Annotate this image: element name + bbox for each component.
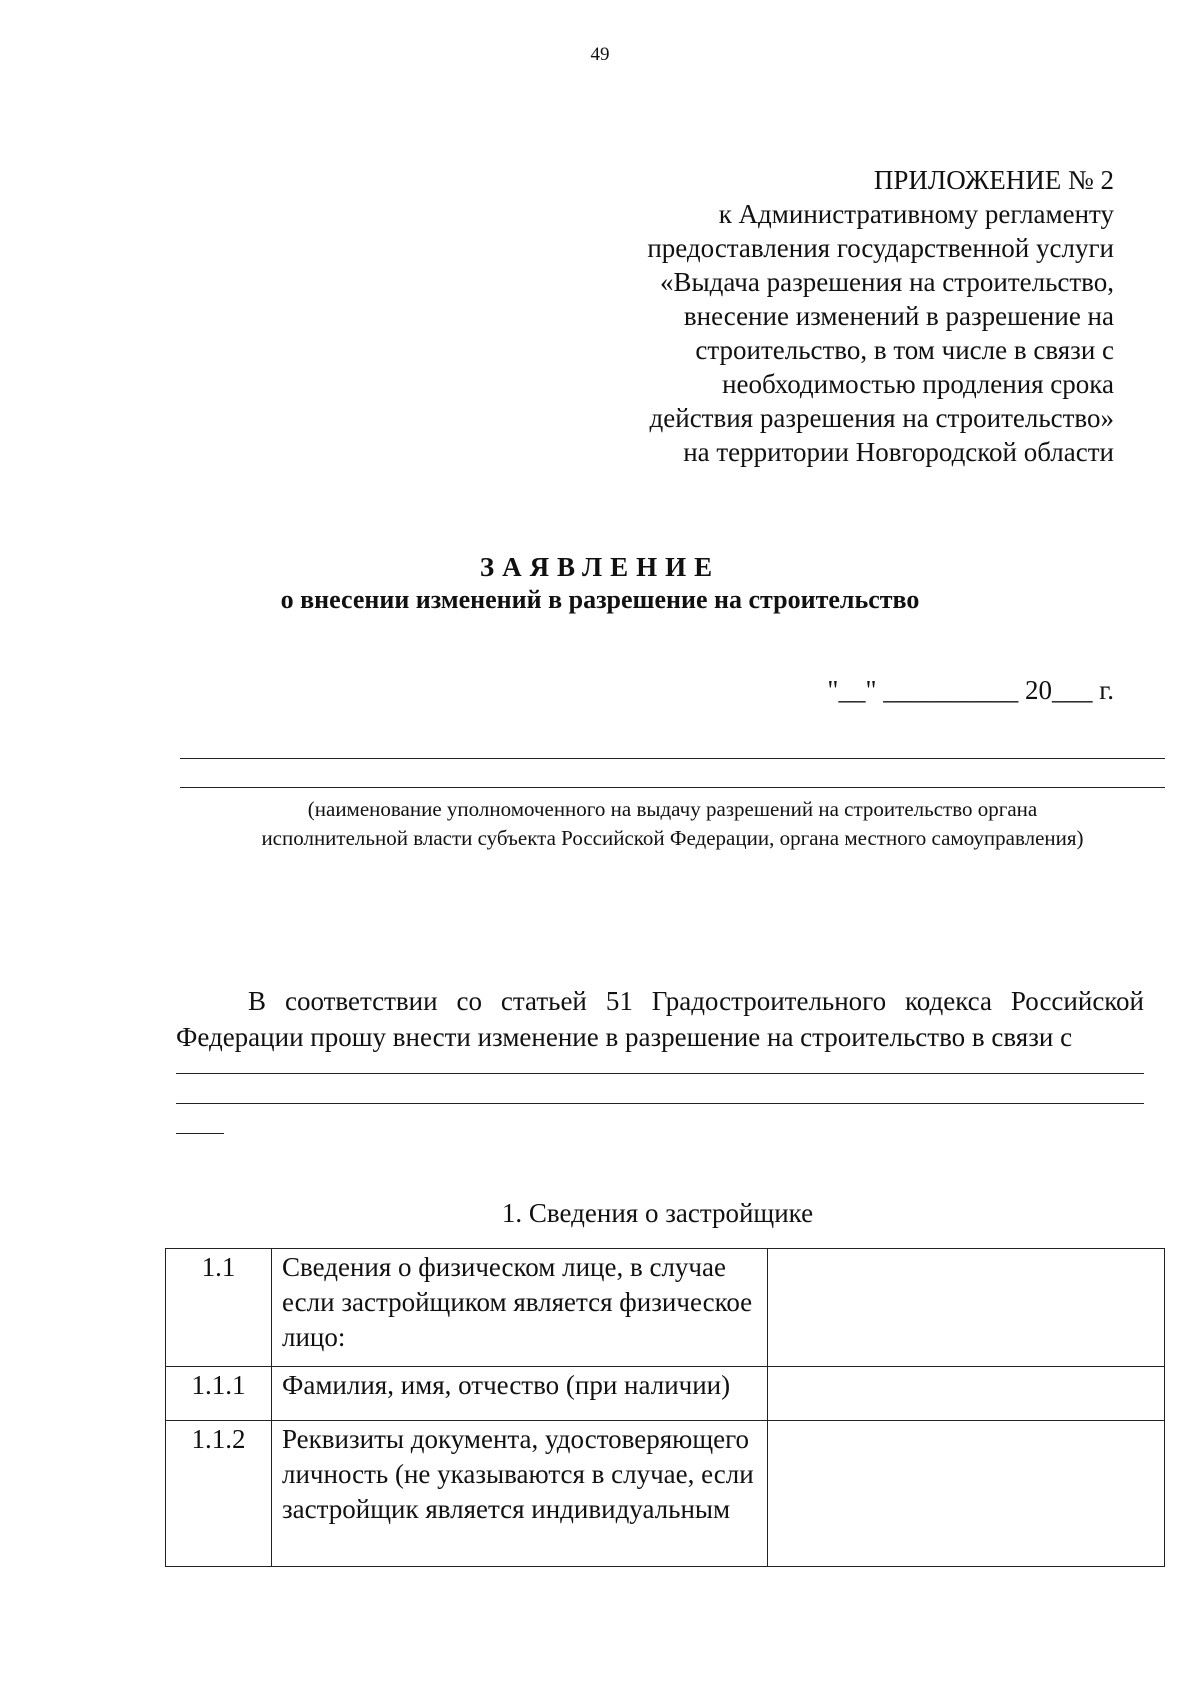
appendix-line: внесение изменений в разрешение на [683, 301, 1114, 331]
applicant-table [165, 1248, 1165, 1567]
row-label: Фамилия, имя, отчество (при наличии) [272, 1367, 768, 1421]
row-number: 1.1.1 [166, 1367, 272, 1421]
reason-line[interactable] [176, 1133, 224, 1134]
row-value-cell[interactable] [768, 1249, 1165, 1367]
row-label: Сведения о физическом лице, в случае если застройщиком является физическое лицо: [272, 1249, 768, 1367]
appendix-line: предоставления государственной услуги [647, 233, 1114, 263]
appendix-line: строительство, в том числе в связи с [695, 335, 1114, 365]
table-row [166, 1421, 1165, 1567]
row-number: 1.1 [166, 1249, 272, 1367]
row-value-cell[interactable] [768, 1421, 1165, 1567]
appendix-title: ПРИЛОЖЕНИЕ № 2 [873, 165, 1114, 195]
document-subtitle: о внесении изменений в разрешение на строительство [280, 585, 920, 614]
reason-line[interactable] [176, 1073, 1144, 1074]
table-row [166, 1367, 1165, 1421]
authority-name-line[interactable] [180, 787, 1165, 788]
authority-caption [180, 795, 1165, 853]
authority-name-line[interactable] [180, 758, 1165, 759]
appendix-line: к Административному регламенту [718, 199, 1114, 229]
date-field[interactable]: "__" __________ 20___ г. [827, 675, 1114, 705]
appendix-line: «Выдача разрешения на строительство, [660, 267, 1114, 297]
appendix-line: необходимостью продления срока [722, 369, 1114, 399]
body-text: В соответствии со статьей 51 Градостроительного кодекса Российской Федерации прошу внести изменение в разрешение на строительство в связи с [176, 986, 1144, 1052]
appendix-line: действия разрешения на строительство» [649, 403, 1114, 433]
page-number: 49 [590, 44, 610, 65]
table-row [166, 1249, 1165, 1367]
caption-line: (наименование уполномоченного на выдачу разрешений на строительство органа [307, 797, 1038, 821]
appendix-line: на территории Новгородской области [683, 437, 1114, 467]
section-heading: 1. Сведения о застройщике [501, 1198, 814, 1228]
caption-line: исполнительной власти субъекта Российской Федерации, органа местного самоуправления) [261, 826, 1084, 850]
row-label: Реквизиты документа, удостоверяющего личность (не указываются в случае, если застройщик является индивидуальным [272, 1421, 768, 1567]
reason-line[interactable] [176, 1103, 1144, 1104]
row-number: 1.1.2 [166, 1421, 272, 1567]
row-value-cell[interactable] [768, 1367, 1165, 1421]
appendix-header [647, 163, 1114, 469]
document-title: ЗАЯВЛЕНИЕ [479, 552, 721, 582]
